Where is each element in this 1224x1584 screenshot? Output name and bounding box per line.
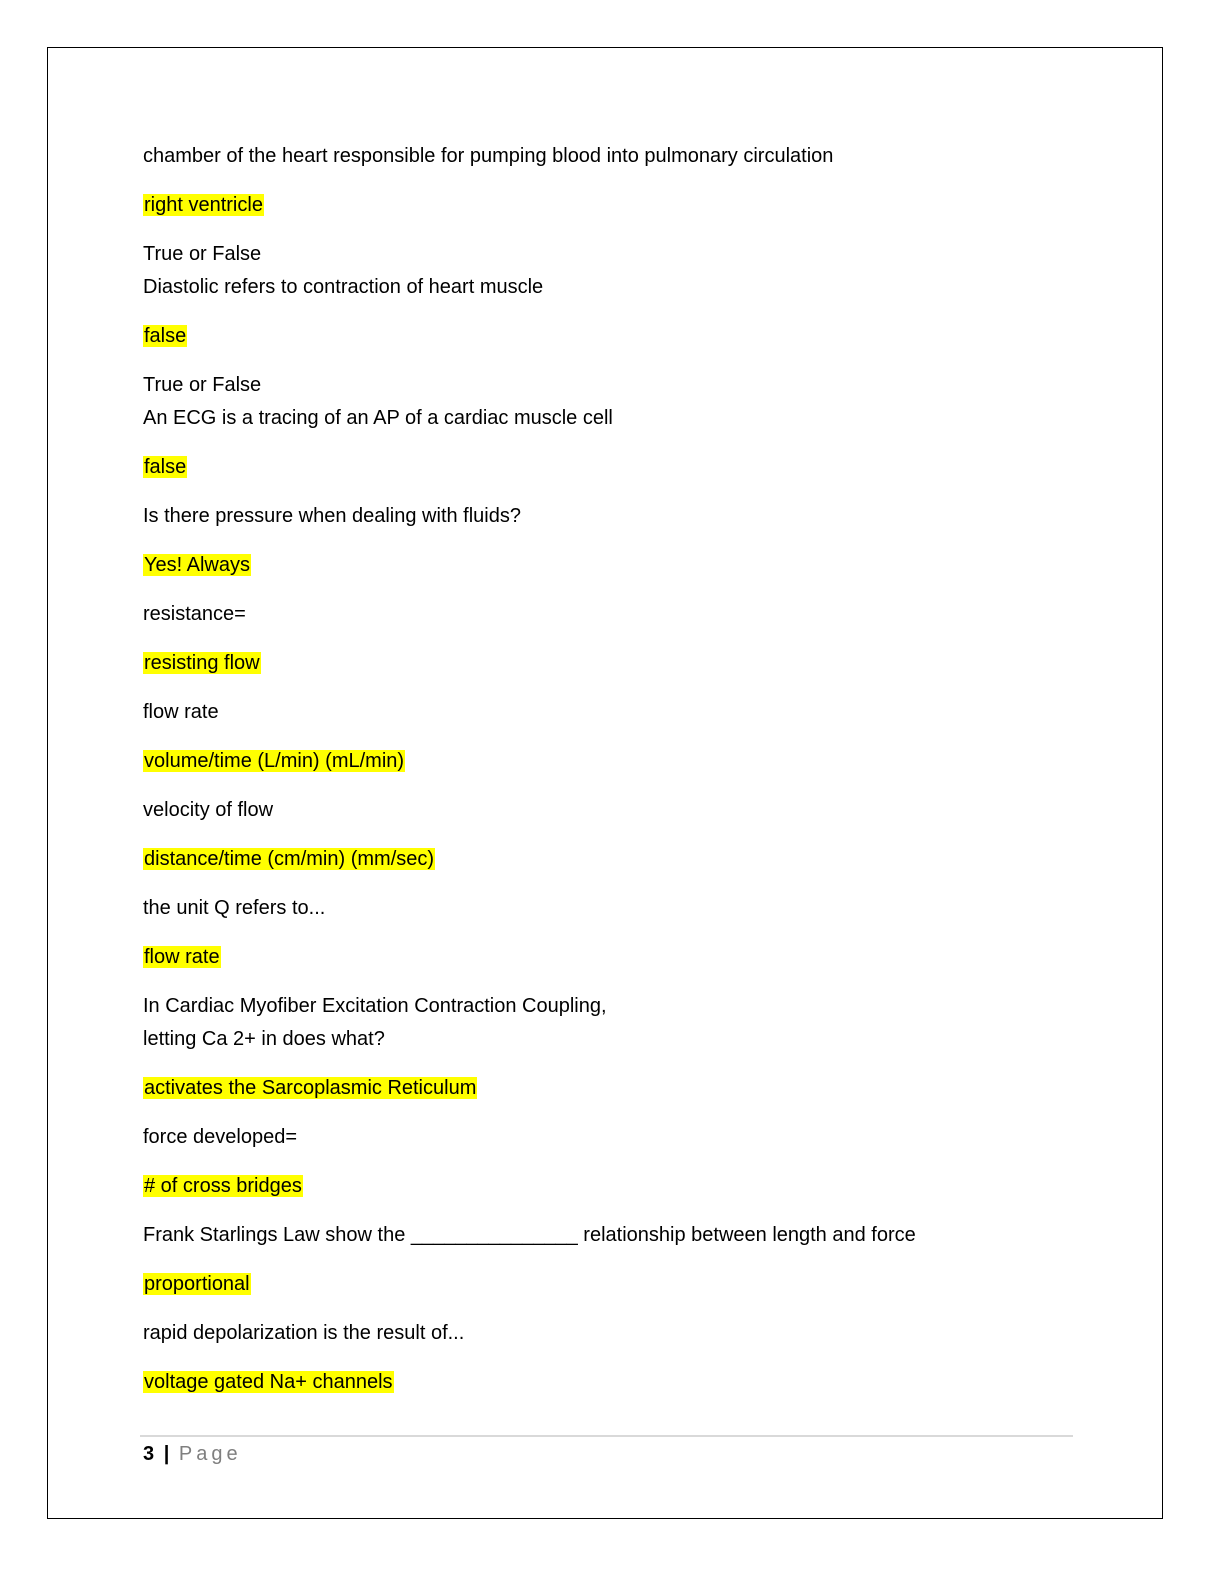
page-number: 3 — [143, 1443, 155, 1465]
answer-highlight: volume/time (L/min) (mL/min) — [144, 750, 405, 772]
footer-separator: | — [163, 1443, 170, 1465]
question-line: True or False — [143, 243, 262, 265]
answer-highlight: flow rate — [144, 946, 220, 968]
page-label: Page — [178, 1443, 242, 1465]
question-line: velocity of flow — [143, 799, 274, 821]
qa-item — [143, 1317, 1073, 1399]
qa-item — [143, 794, 1073, 892]
answer-highlight: resisting flow — [144, 652, 260, 674]
question-line: rapid depolarization is the result of... — [143, 1322, 465, 1344]
answer-highlight: proportional — [144, 1273, 250, 1295]
qa-item — [143, 500, 1073, 598]
question-line: Frank Starlings Law show the _______________ relationship between length and force — [143, 1224, 916, 1246]
qa-item — [143, 598, 1073, 696]
answer-highlight: # of cross bridges — [144, 1175, 302, 1197]
answer-highlight: distance/time (cm/min) (mm/sec) — [144, 848, 435, 870]
document-body — [143, 140, 1073, 1399]
question-line: Diastolic refers to contraction of heart muscle — [143, 276, 544, 298]
qa-item — [143, 369, 1073, 500]
question-line: chamber of the heart responsible for pumping blood into pulmonary circulation — [143, 145, 834, 167]
qa-item — [143, 990, 1073, 1121]
answer-highlight: right ventricle — [144, 194, 263, 216]
question-line: flow rate — [143, 701, 219, 723]
qa-item — [143, 892, 1073, 990]
question-line: Is there pressure when dealing with fluids? — [143, 505, 521, 527]
qa-item — [143, 1121, 1073, 1219]
qa-item — [143, 1219, 1073, 1317]
question-line: True or False — [143, 374, 262, 396]
answer-highlight: voltage gated Na+ channels — [144, 1371, 393, 1393]
question-line: resistance= — [143, 603, 246, 625]
page-footer — [143, 1440, 242, 1468]
question-line: the unit Q refers to... — [143, 897, 326, 919]
answer-highlight: Yes! Always — [144, 554, 250, 576]
qa-item — [143, 238, 1073, 369]
answer-highlight: activates the Sarcoplasmic Reticulum — [144, 1077, 477, 1099]
question-line: In Cardiac Myofiber Excitation Contraction Coupling, — [143, 995, 607, 1017]
question-line: letting Ca 2+ in does what? — [143, 1028, 385, 1050]
footer-divider — [140, 1435, 1073, 1437]
question-line: An ECG is a tracing of an AP of a cardiac muscle cell — [143, 407, 613, 429]
question-line: force developed= — [143, 1126, 298, 1148]
qa-item — [143, 140, 1073, 238]
qa-item — [143, 696, 1073, 794]
answer-highlight: false — [144, 456, 187, 478]
answer-highlight: false — [144, 325, 187, 347]
